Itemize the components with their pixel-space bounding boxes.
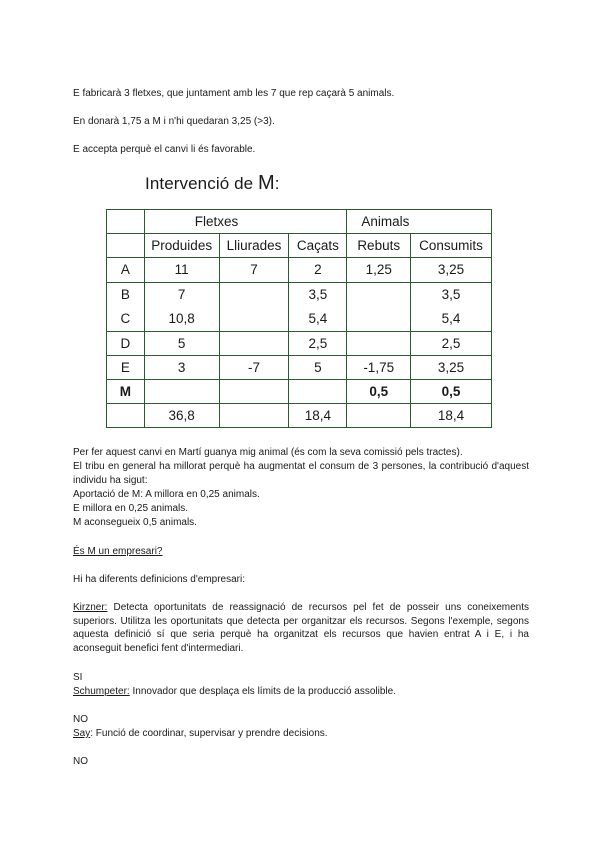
table-row-merged-bc [107,282,492,331]
table-title-text: Intervenció de [145,174,259,193]
group-header-animals: Animals [347,210,492,234]
answer-kirzner: SI [73,672,83,683]
contribution-line-1: Aportació de M: A millora en 0,25 animals. [73,489,260,500]
intro-line-1: E fabricarà 3 fletxes, que juntament amb les 7 que rep caçarà 5 animals. [73,88,395,99]
table-cell: 2 [289,258,347,282]
table-cell: 0,5 [347,379,411,403]
table-cell: 18,4 [411,404,492,428]
table-cell: 3,25 [411,355,492,379]
column-header: Consumits [411,234,492,258]
corner-cell [107,210,145,234]
table-cell: 1,25 [347,258,411,282]
row-label: D [107,331,145,355]
kirzner-text: Detecta oportunitats de reassignació de recursos pel fet de posseir uns coneixements superiors. Utilitza les oportunitats que detecta per organitzar els recursos. Segons l'exemple, segons aquesta definició sí que seria perquè ha organitzat els recursos que havien entrat A i E, i ha aconseguit benefici fent d'intermediari. [73,602,529,654]
column-header: Rebuts [347,234,411,258]
row-label: E [107,355,145,379]
table-cell: 5,4 [441,310,461,326]
paragraph-tribe: El tribu en general ha millorat perquè ha augmentat el consum de 3 persones, la contribució d'aquest individu ha sigut: [73,461,529,486]
contribution-line-2: E millora en 0,25 animals. [73,503,189,514]
definition-kirzner [73,601,529,655]
table-cell [347,404,411,428]
table-cell: 3,25 [411,258,492,282]
say-label: Say [73,728,91,739]
table-cell: 0,5 [411,379,492,403]
row-label: B [120,287,130,303]
table-row [107,331,492,355]
table-group-header-row [107,210,492,234]
table-title-letter: M [258,172,275,194]
table-cell [289,379,347,403]
table-cell: 11 [144,258,219,282]
table-cell: 3 [144,355,219,379]
question-heading: És M un empresari? [73,546,163,557]
table-cell: 36,8 [144,404,219,428]
table-cell: -7 [219,355,289,379]
table-cell: 7 [219,258,289,282]
intervention-table [106,209,492,428]
table-cell [144,379,219,403]
table-cell-pair [219,282,289,331]
table-cell [219,331,289,355]
column-header: Produides [144,234,219,258]
row-label-pair [107,282,145,331]
table-cell-pair [144,282,219,331]
table-cell: 3,5 [308,287,328,303]
table-total-row [107,404,492,428]
table-cell: 2,5 [411,331,492,355]
table-row-m [107,379,492,403]
answer-schumpeter: NO [73,714,88,725]
table-cell: -1,75 [347,355,411,379]
schumpeter-label: Schumpeter: [73,686,130,697]
row-label: C [120,310,131,326]
row-label: M [107,379,145,403]
intro-line-3: E accepta perquè el canvi li és favorable. [73,144,256,155]
contribution-line-3: M aconsegueix 0,5 animals. [73,517,197,528]
table-cell: 5,4 [308,310,328,326]
table-column-header-row [107,234,492,258]
answer-say: NO [73,756,88,767]
table-cell-pair [411,282,492,331]
definition-say [73,727,328,741]
table-cell [219,404,289,428]
table-cell-pair [289,282,347,331]
definition-schumpeter [73,685,396,699]
column-header: Lliurades [219,234,289,258]
table-cell: 5 [289,355,347,379]
table-cell: 2,5 [289,331,347,355]
table-cell: 7 [177,287,186,303]
paragraph-comission: Per fer aquest canvi en Martí guanya mig animal (és com la seva comissió pels tractes). [73,447,463,458]
table-row [107,258,492,282]
group-header-fletxes: Fletxes [144,210,347,234]
row-label [107,404,145,428]
table-cell: 18,4 [289,404,347,428]
table-cell [219,379,289,403]
table-cell: 10,8 [168,310,195,326]
corner-cell [107,234,145,258]
schumpeter-text: Innovador que desplaça els límits de la producció assolible. [129,686,396,697]
table-title [145,172,280,195]
paragraph-definitions: Hi ha diferents definicions d'empresari: [73,574,245,585]
row-label: A [107,258,145,282]
table-cell: 3,5 [441,287,461,303]
table-cell: 5 [144,331,219,355]
table-cell [347,331,411,355]
table-cell-pair [347,282,411,331]
table-title-colon: : [274,174,280,193]
kirzner-label: Kirzner: [73,602,108,613]
column-header: Caçats [289,234,347,258]
say-text: : Funció de coordinar, supervisar y prendre decisions. [90,728,328,739]
intro-line-2: En donarà 1,75 a M i n'hi quedaran 3,25 (>3). [73,116,275,127]
table-row [107,355,492,379]
